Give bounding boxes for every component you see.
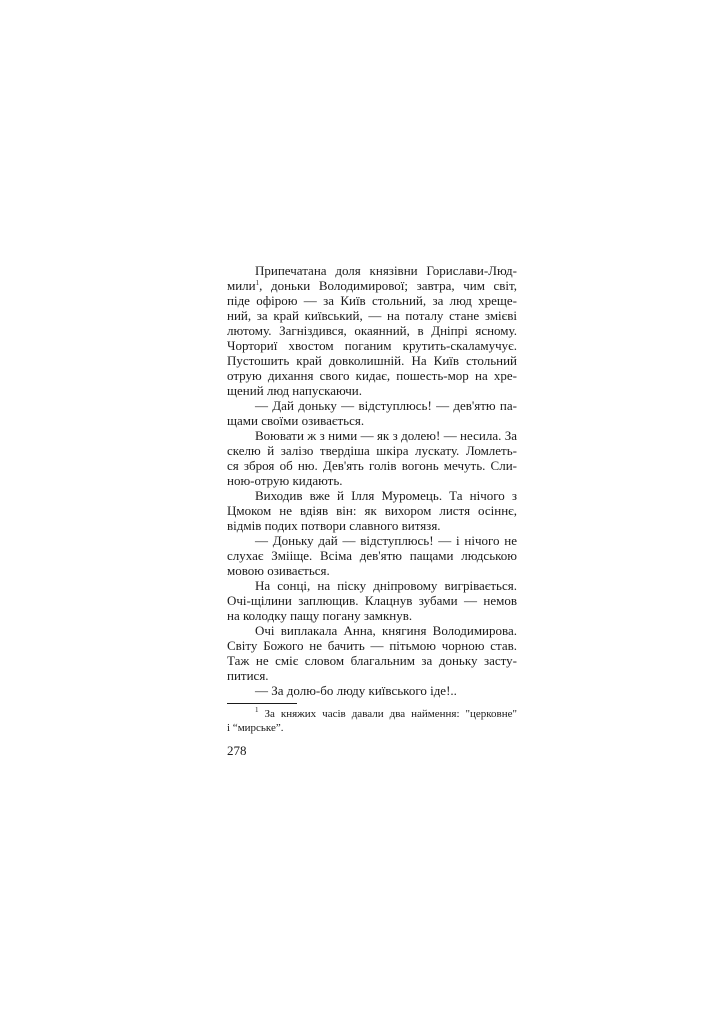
text-line: — За долю-бо люду київського іде!..	[255, 683, 457, 698]
text-line: Очі виплакала Анна, княгиня Володимирова.	[255, 623, 517, 638]
text-fragment: мили	[227, 278, 256, 293]
text-line: відмів подих потвори славного витязя.	[227, 518, 441, 533]
text-line: ною-отрую кидають.	[227, 473, 343, 488]
footnote	[227, 707, 517, 735]
text-line: Цмоком не вдіяв він: як вихором листя осіннє,	[227, 503, 517, 518]
text-line: мовою озивається.	[227, 563, 330, 578]
text-line: Очі-щілини заплющив. Клацнув зубами — немов	[227, 593, 517, 608]
footnote-line: і “мирське”.	[227, 722, 284, 734]
footnote-ref: 1	[255, 279, 260, 287]
text-fragment: , доньки Володимирової;	[259, 278, 408, 293]
page-number: 278	[227, 743, 247, 758]
text-line: — Дай доньку — відступлюсь! — дев'ятю па-	[255, 398, 517, 413]
text-line: питися.	[227, 668, 269, 683]
text-line	[227, 278, 517, 293]
text-line: Воювати ж з ними — як з долею! — несила. За	[255, 428, 517, 443]
text-line: піде офірою — за Київ стольний, за люд хреще-	[227, 293, 517, 308]
text-line: слухає Змііще. Всіма дев'ятю пащами людською	[227, 548, 517, 563]
footnote-line	[227, 707, 517, 721]
text-line: лютому. Загніздився, окаянний, в Дніпрі ясному.	[227, 323, 517, 338]
text-line: ся зброя об ню. Дев'ять голів вогонь мечуть. Сли-	[227, 458, 517, 473]
text-line: Припечатана доля князівни Горислави-Люд-	[255, 263, 517, 278]
footnote-number: 1	[255, 706, 259, 714]
footnote-text: За княжих часів давали два наймення: "церковне"	[264, 708, 518, 720]
text-line: Пустошить край довколишній. На Київ стольний	[227, 353, 517, 368]
text-fragment: завтра, чим світ,	[416, 278, 517, 293]
text-line: На сонці, на піску дніпровому вигрівається.	[255, 578, 517, 593]
text-line: Таж не сміє словом благальним за доньку засту-	[227, 653, 517, 668]
body-text	[227, 263, 517, 698]
text-line: Світу Божого не бачить — пітьмою чорною став.	[227, 638, 517, 653]
footnote-divider	[227, 703, 297, 704]
text-line: Виходив вже й Ілля Муромець. Та нічого з	[255, 488, 517, 503]
text-line: скелю й залізо твердіша шкіра лускату. Ломлеть-	[227, 443, 517, 458]
text-line: щений люд напускаючи.	[227, 383, 362, 398]
text-line: ний, за край київський, — на поталу стане змієві	[227, 308, 517, 323]
text-line: щами своїми озивається.	[227, 413, 365, 428]
text-line: на колодку пащу погану замкнув.	[227, 608, 413, 623]
text-line: Чорториї хвостом поганим крутить-скаламучує.	[227, 338, 517, 353]
text-line: — Доньку дай — відступлюсь! — і нічого не	[255, 533, 517, 548]
text-line: отрую дихання свого кидає, пошесть-мор на хре-	[227, 368, 517, 383]
